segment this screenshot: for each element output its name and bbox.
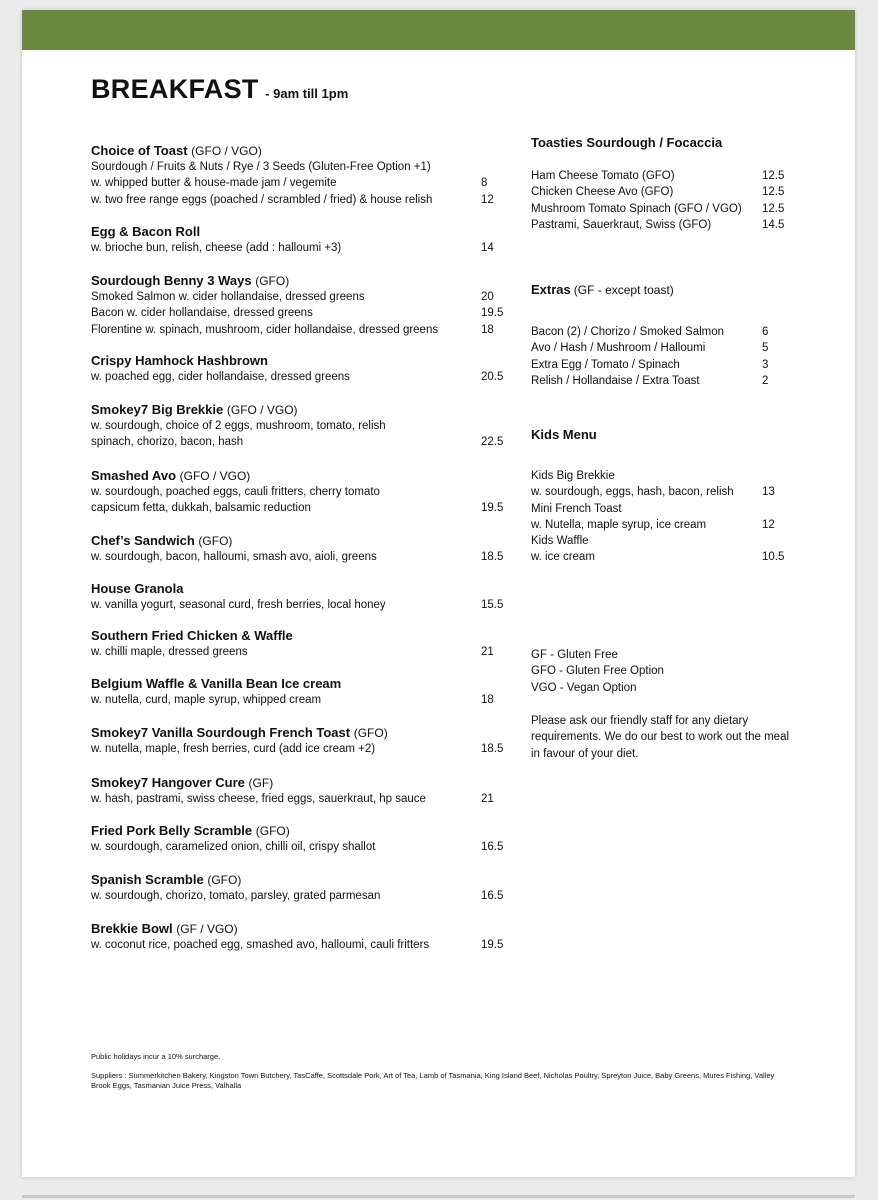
menu-item <box>91 353 511 385</box>
menu-item-heading <box>91 402 511 418</box>
extras-list <box>531 324 791 389</box>
menu-line-text: Extra Egg / Tomato / Spinach <box>531 358 680 371</box>
menu-line <box>91 192 511 208</box>
menu-line-price: 5 <box>762 342 769 355</box>
menu-line <box>531 549 791 565</box>
menu-line-text: Kids Big Brekkie <box>531 470 615 482</box>
menu-item <box>91 581 511 613</box>
menu-item <box>91 143 511 208</box>
menu-line-text: w. chilli maple, dressed greens <box>91 646 248 658</box>
menu-item-dietary-note: (GF) <box>248 776 274 790</box>
menu-line-price: 12 <box>481 193 494 206</box>
menu-item-dietary-note: (GFO / VGO) <box>179 469 251 483</box>
menu-line <box>531 217 791 233</box>
kids-title: Kids Menu <box>531 427 597 442</box>
menu-line <box>531 340 791 356</box>
menu-line-text: w. ice cream <box>531 551 595 564</box>
menu-line <box>531 468 791 484</box>
dietary-advice: Please ask our friendly staff for any dietary requirements. We do our best to work out the meal in favour of your diet. <box>531 715 790 760</box>
menu-line-price: 3 <box>762 358 769 371</box>
menu-item-name: Spanish Scramble <box>91 872 204 887</box>
menu-line-price: 12.5 <box>762 170 785 182</box>
menu-line-price: 12 <box>762 518 775 531</box>
menu-line <box>91 369 511 385</box>
menu-line-text: Pastrami, Sauerkraut, Swiss (GFO) <box>531 218 712 231</box>
menu-line-price: 12.5 <box>762 186 785 199</box>
menu-item-heading <box>91 468 511 484</box>
menu-line <box>531 501 791 517</box>
kids-list <box>531 468 791 566</box>
menu-item <box>91 402 511 451</box>
title-row <box>91 74 348 105</box>
menu-line-text: Chicken Cheese Avo (GFO) <box>531 186 674 199</box>
menu-line-text: spinach, chorizo, bacon, hash <box>91 436 244 449</box>
menu-line-price: 13 <box>762 486 775 499</box>
next-page-edge <box>22 1195 855 1198</box>
toasties-title: Toasties Sourdough / Focaccia <box>531 135 723 150</box>
page-title: BREAKFAST <box>91 74 259 104</box>
menu-item-name: Brekkie Bowl <box>91 921 173 936</box>
menu-line <box>531 168 791 184</box>
menu-line <box>91 692 511 708</box>
menu-line-text: w. brioche bun, relish, cheese (add : halloumi +3) <box>91 242 342 254</box>
menu-line <box>91 418 511 434</box>
menu-line-price: 19.5 <box>481 502 504 515</box>
menu-item-name: Belgium Waffle & Vanilla Bean Ice cream <box>91 676 342 691</box>
menu-item <box>91 775 511 807</box>
menu-line <box>531 324 791 340</box>
kids-heading <box>531 427 597 442</box>
menu-line <box>91 240 511 256</box>
menu-line <box>531 357 791 373</box>
menu-line-text: Avo / Hash / Mushroom / Halloumi <box>531 342 706 355</box>
menu-line <box>91 597 511 613</box>
menu-line-text: w. coconut rice, poached egg, smashed avo, halloumi, cauli fritters <box>91 939 430 951</box>
menu-item-name: Crispy Hamhock Hashbrown <box>91 353 268 368</box>
menu-item-name: Smokey7 Big Brekkie <box>91 402 224 417</box>
menu-item-dietary-note: (GFO) <box>255 274 290 288</box>
menu-line <box>91 305 511 321</box>
menu-line-text: Sourdough / Fruits & Nuts / Rye / 3 Seeds (Gluten-Free Option +1) <box>91 161 431 173</box>
menu-line <box>531 533 791 549</box>
dietary-legend <box>531 647 664 696</box>
menu-item-heading <box>91 725 511 741</box>
page-subtitle: - 9am till 1pm <box>265 86 349 101</box>
menu-item-name: Egg & Bacon Roll <box>91 224 201 239</box>
menu-item-name: Choice of Toast <box>91 143 188 158</box>
menu-line-text: w. sourdough, caramelized onion, chilli oil, crispy shallot <box>91 841 376 853</box>
menu-line-text: Ham Cheese Tomato (GFO) <box>531 170 675 182</box>
menu-item-heading <box>91 224 511 240</box>
menu-line-text: Mushroom Tomato Spinach (GFO / VGO) <box>531 202 742 215</box>
menu-line <box>91 322 511 338</box>
menu-page <box>22 10 855 1177</box>
menu-line-price: 18 <box>481 694 494 706</box>
menu-line-text: w. sourdough, chorizo, tomato, parsley, grated parmesan <box>91 890 381 902</box>
menu-line-price: 12.5 <box>762 202 785 215</box>
menu-line-price: 14.5 <box>762 218 785 231</box>
menu-item-dietary-note: (GF / VGO) <box>176 922 238 936</box>
menu-line-price: 6 <box>762 326 769 338</box>
extras-heading <box>531 282 674 297</box>
menu-line <box>91 937 511 953</box>
menu-item-dietary-note: (GFO) <box>207 873 242 887</box>
menu-line <box>91 839 511 855</box>
menu-line <box>91 159 511 175</box>
legend-vgo: VGO - Vegan Option <box>531 681 637 694</box>
menu-line <box>91 500 511 516</box>
menu-item <box>91 676 511 708</box>
menu-item-name: Chef’s Sandwich <box>91 533 195 548</box>
menu-line-text: Relish / Hollandaise / Extra Toast <box>531 374 700 387</box>
menu-line-text: Bacon (2) / Chorizo / Smoked Salmon <box>531 326 725 338</box>
menu-line <box>531 201 791 217</box>
menu-item-heading <box>91 775 511 791</box>
menu-line-price: 18.5 <box>481 551 504 563</box>
menu-line <box>91 549 511 565</box>
menu-line-text: Florentine w. spinach, mushroom, cider hollandaise, dressed greens <box>91 323 439 336</box>
suppliers-note: Suppliers : Summerkitchen Bakery, Kingston Town Butchery, TasCaffe, Scottsdale Pork, Art of Tea, Lamb of Tasmania, King Island Beef, Nicholas Poultry, Spreyton Juice, Baby Greens, Mures Fishing, Valley Brook Eggs, Tasmanian Juice Press, Valhalla <box>91 1071 775 1090</box>
menu-line-text: w. sourdough, bacon, halloumi, smash avo, aioli, greens <box>91 551 377 563</box>
menu-item-dietary-note: (GFO / VGO) <box>226 403 298 417</box>
menu-line-price: 16.5 <box>481 841 504 853</box>
menu-item-heading <box>91 273 511 289</box>
menu-line <box>91 175 511 191</box>
menu-line-price: 14 <box>481 242 494 254</box>
menu-line-price: 15.5 <box>481 599 504 611</box>
menu-line-text: w. two free range eggs (poached / scrambled / fried) & house relish <box>91 193 433 206</box>
menu-line-text: capsicum fetta, dukkah, balsamic reduction <box>91 502 311 515</box>
menu-item-name: Sourdough Benny 3 Ways <box>91 273 252 288</box>
header-color-bar <box>22 10 855 50</box>
menu-item-dietary-note: (GFO) <box>353 726 388 740</box>
menu-item-heading <box>91 823 511 839</box>
menu-line-text: w. hash, pastrami, swiss cheese, fried eggs, sauerkraut, hp sauce <box>91 793 426 805</box>
menu-line-text: Bacon w. cider hollandaise, dressed greens <box>91 307 313 320</box>
menu-item <box>91 533 511 565</box>
menu-line-price: 18 <box>481 323 494 336</box>
menu-line-text: w. whipped butter & house-made jam / vegemite <box>91 177 337 190</box>
menu-line <box>91 644 511 660</box>
menu-item <box>91 872 511 904</box>
menu-line <box>531 517 791 533</box>
menu-line-price: 21 <box>481 646 494 658</box>
surcharge-note: Public holidays incur a 10% surcharge. <box>91 1052 221 1061</box>
menu-line-price: 8 <box>481 177 488 190</box>
menu-line-price: 10.5 <box>762 551 785 564</box>
menu-line-price: 19.5 <box>481 307 504 320</box>
menu-line <box>531 373 791 389</box>
toasties-list <box>531 168 791 233</box>
menu-item <box>91 628 511 660</box>
menu-item-heading <box>91 628 511 644</box>
menu-item-dietary-note: (GFO / VGO) <box>191 144 262 158</box>
menu-item-dietary-note: (GFO) <box>198 534 233 548</box>
menu-line <box>91 791 511 807</box>
extras-title: Extras <box>531 282 571 297</box>
menu-line-price: 20 <box>481 291 494 303</box>
menu-line-text: Mini French Toast <box>531 502 622 515</box>
menu-item <box>91 823 511 855</box>
menu-item-heading <box>91 581 511 597</box>
menu-item-name: Southern Fried Chicken & Waffle <box>91 628 293 643</box>
menu-line <box>91 888 511 904</box>
menu-line <box>531 484 791 500</box>
menu-line-text: w. sourdough, poached eggs, cauli fritters, cherry tomato <box>91 486 380 498</box>
menu-item-name: Smashed Avo <box>91 468 177 483</box>
legend-gfo: GFO - Gluten Free Option <box>531 665 664 678</box>
menu-item <box>91 921 511 953</box>
menu-line-price: 22.5 <box>481 436 504 449</box>
menu-item-dietary-note: (GFO) <box>255 824 290 838</box>
menu-item-name: House Granola <box>91 581 184 596</box>
legend-gf: GF - Gluten Free <box>531 649 618 661</box>
menu-line <box>91 484 511 500</box>
menu-line <box>91 434 511 450</box>
menu-line-text: Kids Waffle <box>531 535 589 548</box>
menu-line-text: w. sourdough, eggs, hash, bacon, relish <box>531 486 734 499</box>
menu-item <box>91 224 511 256</box>
menu-line <box>531 184 791 200</box>
menu-item-heading <box>91 676 511 692</box>
menu-item-heading <box>91 921 511 937</box>
menu-line-price: 20.5 <box>481 371 504 383</box>
menu-item <box>91 273 511 338</box>
menu-item-name: Smokey7 Vanilla Sourdough French Toast <box>91 725 351 740</box>
menu-line-text: w. nutella, curd, maple syrup, whipped cream <box>91 694 322 706</box>
menu-line-text: w. vanilla yogurt, seasonal curd, fresh berries, local honey <box>91 599 386 611</box>
extras-note: (GF - except toast) <box>573 283 674 297</box>
menu-item-heading <box>91 143 511 159</box>
menu-item <box>91 468 511 517</box>
menu-line-text: w. nutella, maple, fresh berries, curd (add ice cream +2) <box>91 743 376 755</box>
menu-line <box>91 741 511 757</box>
menu-item-heading <box>91 533 511 549</box>
menu-item-name: Smokey7 Hangover Cure <box>91 775 245 790</box>
menu-line-text: w. Nutella, maple syrup, ice cream <box>531 518 707 531</box>
menu-item-name: Fried Pork Belly Scramble <box>91 823 253 838</box>
menu-item-heading <box>91 353 511 369</box>
menu-line-price: 16.5 <box>481 890 504 902</box>
menu-line-price: 19.5 <box>481 939 504 951</box>
menu-line-price: 2 <box>762 374 769 387</box>
menu-line-text: Smoked Salmon w. cider hollandaise, dressed greens <box>91 291 365 303</box>
menu-line-price: 21 <box>481 793 494 805</box>
menu-item-heading <box>91 872 511 888</box>
menu-line-text: w. poached egg, cider hollandaise, dressed greens <box>91 371 350 383</box>
toasties-heading <box>531 135 722 150</box>
menu-item <box>91 725 511 757</box>
menu-line-price: 18.5 <box>481 743 504 755</box>
menu-line <box>91 289 511 305</box>
menu-line-text: w. sourdough, choice of 2 eggs, mushroom, tomato, relish <box>91 420 386 432</box>
